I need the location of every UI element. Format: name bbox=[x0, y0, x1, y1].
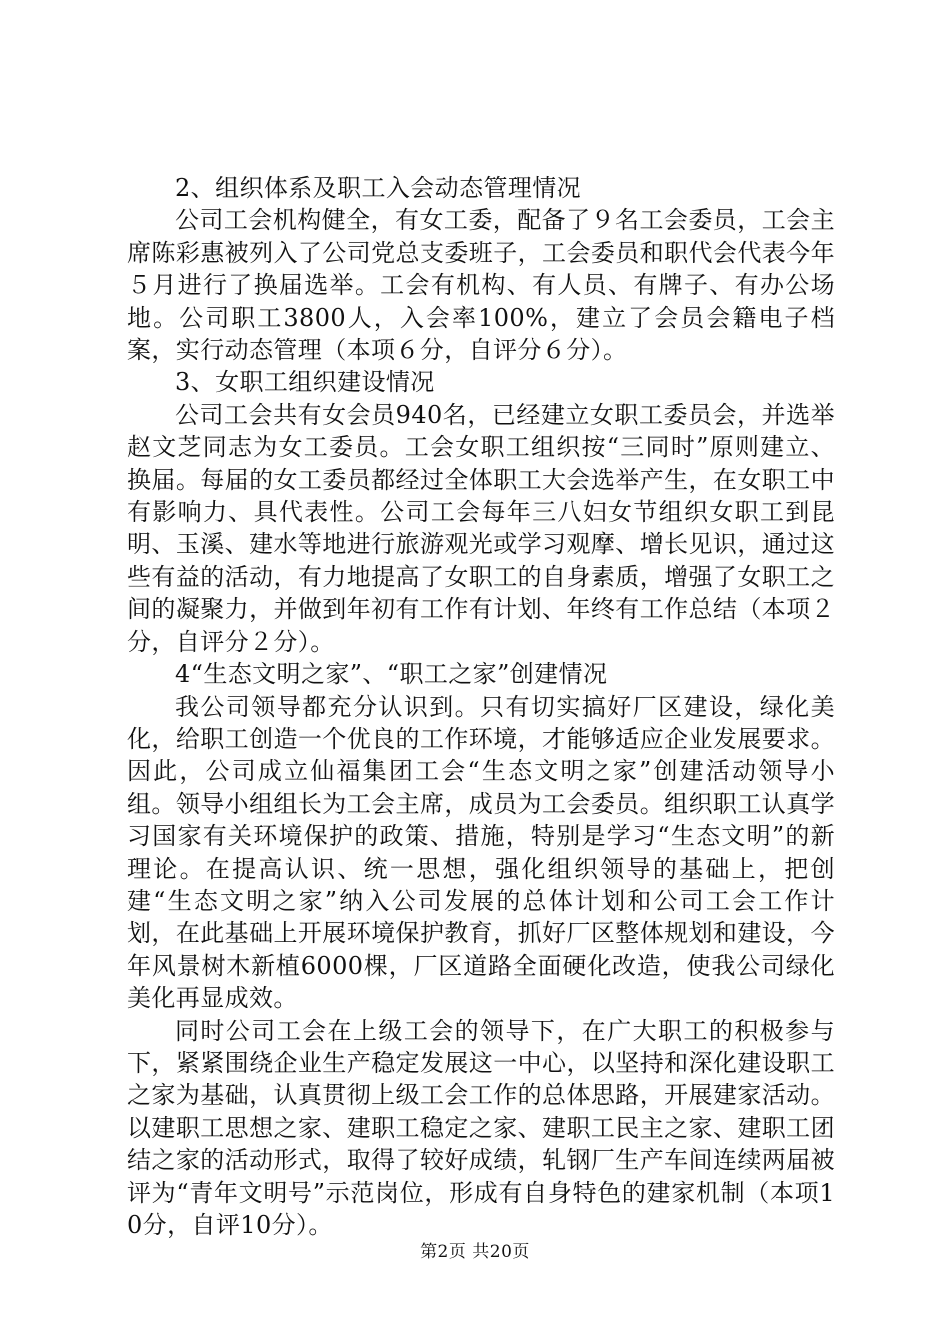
section-heading-home-building: 4“生态文明之家”、“职工之家”创建情况 bbox=[175, 660, 608, 689]
document-body bbox=[127, 172, 835, 1241]
paragraph-female-workers: 公司工会共有女会员940名，已经建立女职工委员会，并选举赵文芝同志为女工委员。工会女职工组织按“三同时”原则建立、换届。每届的女工委员都经过全体职工大会选举产生，在女职工中有影响力、具代表性。公司工会每年三八妇女节组织女职工到昆明、玉溪、建水等地进行旅游观光或学习观摩、增长见识，通过这些有益的活动，有力地提高了女职工的自身素质，增强了女职工之间的凝聚力，并做到年初有工作有计划、年终有工作总结（本项２分，自评分２分）。 bbox=[127, 400, 835, 656]
paragraph-org-system: 公司工会机构健全，有女工委，配备了９名工会委员，工会主席陈彩惠被列入了公司党总支委班子，工会委员和职代会代表今年５月进行了换届选举。工会有机构、有人员、有牌子、有办公场地。公司职工3800人，入会率100%，建立了会员会籍电子档案，实行动态管理（本项６分，自评分６分）。 bbox=[127, 206, 835, 365]
paragraph-eco-civilization: 我公司领导都充分认识到。只有切实搞好厂区建设，绿化美化，给职工创造一个优良的工作环境，才能够适应企业发展要求。因此，公司成立仙福集团工会“生态文明之家”创建活动领导小组。领导小组组长为工会主席，成员为工会委员。组织职工认真学习国家有关环境保护的政策、措施，特别是学习“生态文明”的新理论。在提高认识、统一思想，强化组织领导的基础上，把创建“生态文明之家”纳入公司发展的总体计划和公司工会工作计划，在此基础上开展环境保护教育，抓好厂区整体规划和建设，今年风景树木新植6000棵，厂区道路全面硬化改造，使我公司绿化美化再显成效。 bbox=[127, 692, 835, 1013]
paragraph-workers-home: 同时公司工会在上级工会的领导下，在广大职工的积极参与下，紧紧围绕企业生产稳定发展这一中心，以坚持和深化建设职工之家为基础，认真贯彻上级工会工作的总体思路，开展建家活动。以建职工思想之家、建职工稳定之家、建职工民主之家、建职工团结之家的活动形式，取得了较好成绩，轧钢厂生产车间连续两届被评为“青年文明号”示范岗位，形成有自身特色的建家机制（本项10分，自评10分）。 bbox=[127, 1016, 835, 1239]
section-heading-female-workers: 3、女职工组织建设情况 bbox=[175, 368, 435, 397]
section-heading-org-system: 2、组织体系及职工入会动态管理情况 bbox=[175, 174, 582, 202]
page-footer: 第2页 共20页 bbox=[420, 1242, 530, 1262]
